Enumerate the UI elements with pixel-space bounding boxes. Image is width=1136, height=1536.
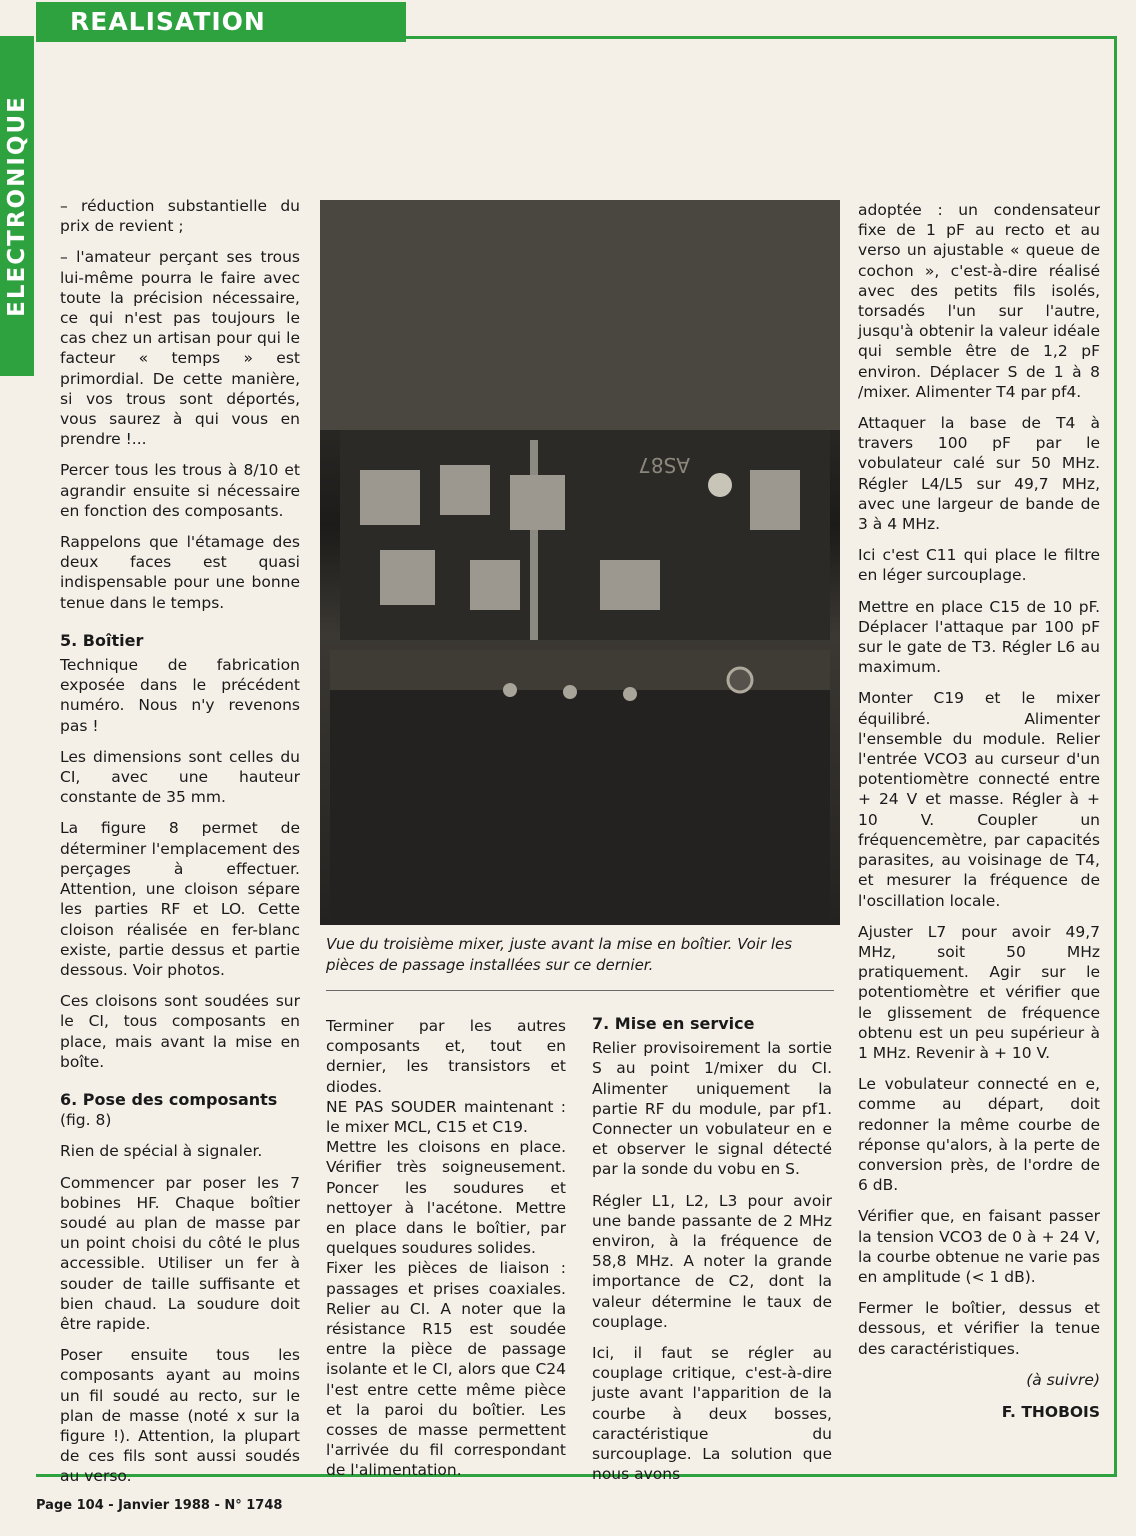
third-column: [592, 1014, 832, 1495]
enclosure-box: [330, 650, 830, 925]
coil-can: [470, 560, 520, 610]
enclosure-top-edge: [330, 650, 830, 690]
lid-panel: [320, 200, 840, 430]
paragraph: Attaquer la base de T4 à travers 100 pF par le vobulateur calé sur 50 MHz. Régler L4/L5 sur 49,7 MHz, avec une largeur de bande de 3 à 4 MHz.: [858, 414, 1100, 534]
coil-can: [750, 470, 800, 530]
section-heading: 6. Pose des composants: [60, 1089, 278, 1109]
paragraph: Ici, il faut se régler au couplage critique, c'est-à-dire juste avant l'apparition de la courbe à deux bosses, caractéristique du surcouplage. La solution que nous avons: [592, 1344, 832, 1484]
section-heading: 5. Boîtier: [60, 630, 144, 650]
photo-caption: Vue du troisième mixer, juste avant la mise en boîtier. Voir les pièces de passage installées sur ce dernier.: [326, 935, 793, 974]
coil-can: [510, 475, 565, 530]
paragraph: Le vobulateur connecté en e, comme au départ, doit redonner la même courbe de réponse qu'alors, à la perte de conversion près, de l'ordre de 6 dB.: [858, 1075, 1100, 1195]
paragraph: Ajuster L7 pour avoir 49,7 MHz, soit 50 MHz pratiquement. Agir sur le potentiomètre et vérifier que le glissement de fréquence obtenu est un peu supérieur à 1 MHz. Revenir à + 10 V.: [858, 922, 1100, 1062]
paragraph: Ici c'est C11 qui place le filtre en léger surcouplage.: [858, 546, 1100, 585]
author-signature: F. THOBOIS: [1001, 1402, 1100, 1421]
side-label-text: ELECTRONIQUE: [4, 95, 30, 317]
section-heading: 7. Mise en service: [592, 1014, 755, 1033]
middle-column: [326, 1016, 566, 1492]
paragraph: Mettre en place C15 de 10 pF. Déplacer l'attaque par 100 pF sur le gate de T3. Régler L6 au maximum.: [858, 597, 1100, 677]
paragraph: – l'amateur perçant ses trous lui-même pourra le faire avec toute la précision nécessaire, ce qui n'est pas toujours le cas chez un artisan pour qui le facteur « temps » est primordial. De cette manière, si vos trous sont déportés, vous saurez à qui vous en prendre !...: [60, 248, 300, 449]
page-footer: Page 104 - Janvier 1988 - N° 1748: [36, 1498, 283, 1513]
caption-divider: [326, 990, 834, 991]
mixer-photo-drawing: [320, 200, 840, 925]
paragraph: NE PAS SOUDER maintenant : le mixer MCL, C15 et C19.: [326, 1097, 566, 1137]
paragraph: Percer tous les trous à 8/10 et agrandir ensuite si nécessaire en fonction des composants.: [60, 461, 300, 520]
board-marking: AS87: [638, 453, 690, 477]
paragraph: – réduction substantielle du prix de revient ;: [60, 197, 300, 236]
mixer-photo: [320, 200, 840, 925]
to-be-continued: (à suivre): [1026, 1370, 1100, 1389]
paragraph: Rappelons que l'étamage des deux faces est quasi indispensable pour une bonne tenue dans le temps.: [60, 533, 300, 612]
paragraph: Vérifier que, en faisant passer la tension VCO3 de 0 à + 24 V, la courbe obtenue ne varie pas en amplitude (< 1 dB).: [858, 1207, 1100, 1286]
paragraph: Terminer par les autres composants et, tout en dernier, les transistors et diodes.: [326, 1017, 566, 1096]
paragraph: Ces cloisons sont soudées sur le CI, tous composants en place, mais avant la mise en boîte.: [60, 992, 300, 1071]
paragraph: La figure 8 permet de déterminer l'emplacement des perçages à effectuer. Attention, une cloison sépare les parties RF et LO. Cette cloison réalisée en fer-blanc existe, partie dessus et partie dessous. Voir photos.: [60, 819, 300, 979]
paragraph: adoptée : un condensateur fixe de 1 pF au recto et au verso un ajustable « queue de cochon », c'est-à-dire réalisé avec des petits fils isolés, torsadés l'un sur l'autre, jusqu'à obtenir la valeur idéale qui semble être de 1,2 pF environ. Déplacer S de 1 à 8 /mixer. Alimenter T4 par pf4.: [858, 201, 1100, 401]
circuit-board: [340, 430, 830, 640]
paragraph: Monter C19 et le mixer équilibré. Alimenter l'ensemble du module. Relier l'entrée VCO3 au curseur d'un potentiomètre connecté entre + 24 V et masse. Régler à + 10 V. Coupler un fréquencemètre, par capacités parasites, au voisinage de T4, et mesurer la fréquence de l'oscillation locale.: [858, 689, 1100, 910]
paragraph: Fixer les pièces de liaison : passages et prises coaxiales. Relier au CI. A noter que la résistance R15 est soudée entre la pièce de passage isolante et le CI, alors que C24 l'est entre cette même pièce et la paroi du boîtier. Les cosses de masse permettent l'arrivée du fil correspondant de l'alimentation.: [326, 1259, 566, 1480]
paragraph: Rien de spécial à signaler.: [60, 1142, 263, 1161]
coil-can: [380, 550, 435, 605]
coil-can: [440, 465, 490, 515]
paragraph: Mettre les cloisons en place. Vérifier très soigneusement. Poncer les soudures et nettoyer à l'acétone. Mettre en place dans le boîtier, par quelques soudures solides.: [326, 1138, 566, 1258]
coax-connector-icon: [728, 668, 752, 692]
feedthrough-icon: [563, 685, 577, 699]
coil-can: [600, 560, 660, 610]
trimmer-icon: [708, 473, 732, 497]
heading-subtitle: (fig. 8): [60, 1111, 112, 1130]
paragraph: Relier provisoirement la sortie S au point 1/mixer du CI. Alimenter uniquement la partie RF du module, par pf1. Connecter un vobulateur en e et observer le signal détecté par la sonde du vobu en S.: [592, 1039, 832, 1179]
section-header: REALISATION: [36, 2, 406, 42]
left-column: [60, 196, 300, 1498]
paragraph: Fermer le boîtier, dessus et dessous, et vérifier la tenue des caractéristiques.: [858, 1299, 1100, 1358]
paragraph: Poser ensuite tous les composants ayant au moins un fil soudé au recto, sur le plan de masse (noté x sur la figure !). Attention, la plupart de ces fils sont aussi soudés au verso.: [60, 1346, 300, 1486]
paragraph: Technique de fabrication exposée dans le précédent numéro. Nous n'y revenons pas !: [60, 656, 300, 735]
right-column: [858, 200, 1100, 1433]
feedthrough-icon: [623, 687, 637, 701]
paragraph: Commencer par poser les 7 bobines HF. Chaque boîtier soudé au plan de masse par un point choisi du côté le plus accessible. Utiliser un fer à souder de taille suffisante et bien chaud. La soudure doit être rapide.: [60, 1173, 300, 1333]
paragraph: Régler L1, L2, L3 pour avoir une bande passante de 2 MHz environ, à la fréquence de 58,8 MHz. A noter la grande importance de C2, dont la valeur détermine le taux de couplage.: [592, 1191, 832, 1331]
partition-wall: [530, 440, 538, 640]
coil-can: [360, 470, 420, 525]
paragraph: Les dimensions sont celles du CI, avec une hauteur constante de 35 mm.: [60, 747, 300, 807]
feedthrough-icon: [503, 683, 517, 697]
side-label: [0, 36, 34, 376]
